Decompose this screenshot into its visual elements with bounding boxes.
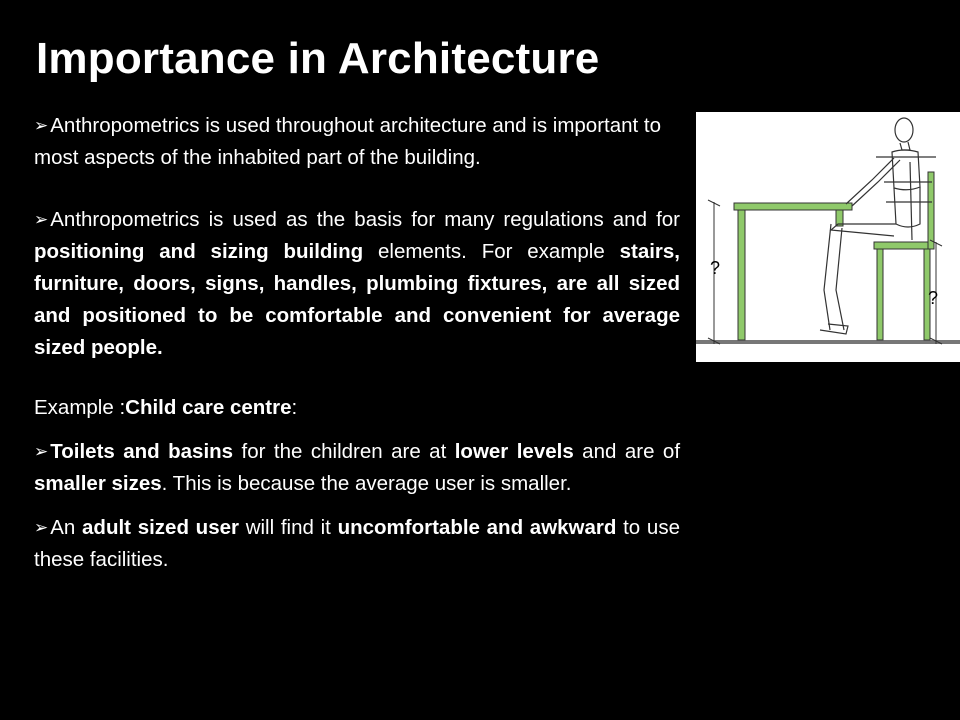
example-suffix: : (291, 396, 298, 419)
slide-body (34, 110, 680, 576)
paragraph-usage-text: Anthropometrics is used throughout architecture and is important to most aspects of the inhabited part of the building. (34, 114, 662, 169)
table-height-label: ? (710, 258, 721, 278)
paragraph-usage (34, 110, 680, 174)
paragraph-regulations-text-2: elements. For example (363, 240, 620, 263)
paragraph-regulations-bold-2: stairs, furniture, doors, signs, handles, plumbing fixtures, are all sized and positioned to be comfortable and convenient for average sized people. (34, 240, 680, 359)
paragraph-toilets (34, 436, 680, 500)
paragraph-toilets-text-3: . This is because the average user is smaller. (161, 472, 572, 495)
paragraph-toilets-bold-3: smaller sizes (34, 472, 162, 495)
arrow-bullet-icon: ➢ (34, 210, 49, 229)
paragraph-adult-text-2: will find it (238, 516, 338, 539)
example-heading (34, 392, 680, 424)
paragraph-adult-text-3: to use these facilities. (34, 516, 680, 571)
table-drawing (734, 203, 852, 340)
paragraph-adult-bold-2: uncomfortable and awkward (337, 516, 617, 539)
paragraph-adult-bold-1: adult sized user (82, 516, 239, 539)
seat-height-label: ? (928, 288, 939, 308)
arrow-bullet-icon: ➢ (34, 442, 49, 461)
arrow-bullet-icon: ➢ (34, 116, 49, 135)
example-label: Example : (34, 396, 126, 419)
paragraph-toilets-text-2: and are of (573, 440, 681, 463)
arrow-bullet-icon: ➢ (34, 518, 49, 537)
chair-drawing (874, 172, 934, 340)
paragraph-toilets-text-1: for the children are at (233, 440, 455, 463)
paragraph-regulations-text-1: Anthropometrics is used as the basis for many regulations and for (50, 208, 680, 231)
paragraph-regulations (34, 204, 680, 364)
example-title: Child care centre (125, 396, 292, 419)
floor-line (696, 340, 960, 344)
slide-title: Importance in Architecture (36, 34, 600, 83)
paragraph-adult-text-1: An (50, 516, 83, 539)
seated-person-figure (696, 112, 960, 362)
paragraph-regulations-bold-1: positioning and sizing building (34, 240, 364, 263)
paragraph-toilets-bold-2: lower levels (454, 440, 574, 463)
paragraph-adult-user (34, 512, 680, 576)
paragraph-toilets-bold-1: Toilets and basins (50, 440, 234, 463)
seated-person-illustration (696, 112, 960, 362)
